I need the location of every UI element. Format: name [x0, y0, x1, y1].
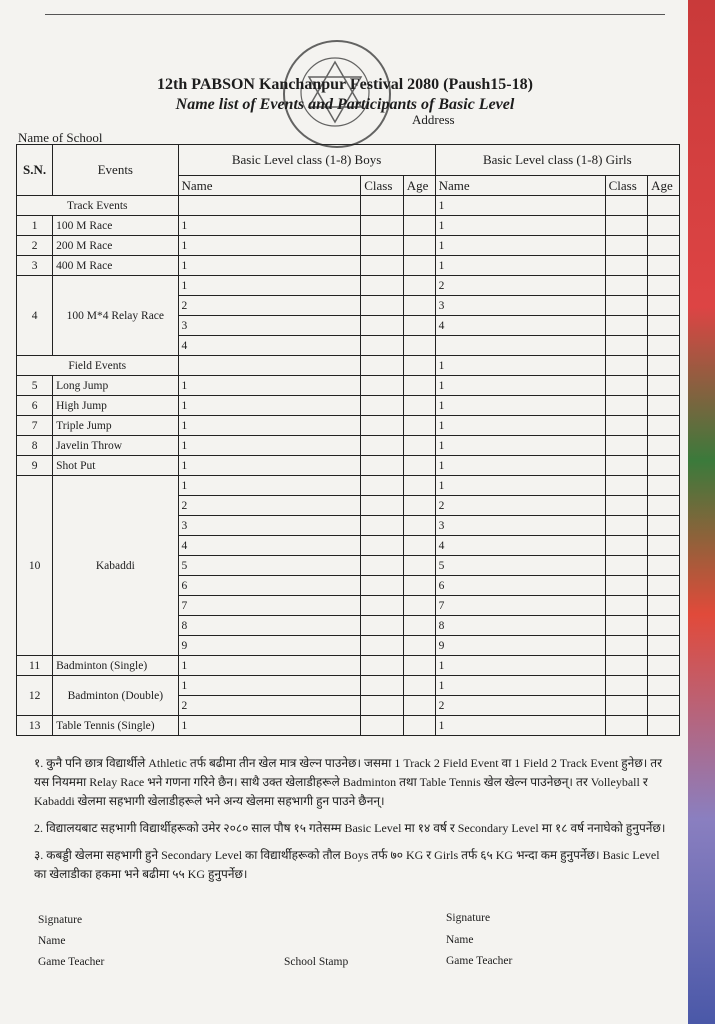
class-cell — [605, 196, 648, 216]
boys-name-cell: 1 — [178, 236, 361, 256]
boys-age-cell — [403, 236, 435, 256]
girls-class-cell — [605, 216, 648, 236]
event-number: 8 — [17, 436, 53, 456]
girls-age-cell — [648, 716, 680, 736]
signature-left: Signature — [38, 914, 83, 926]
girls-age-cell — [648, 456, 680, 476]
girls-class-cell — [605, 696, 648, 716]
girls-class-cell — [605, 656, 648, 676]
girls-age-cell — [648, 256, 680, 276]
girls-name-cell: 1 — [435, 196, 605, 216]
background-edge — [688, 0, 715, 1024]
table-row — [17, 256, 680, 276]
girls-name-cell: 3 — [435, 516, 605, 536]
girls-age-cell — [648, 316, 680, 336]
pabson-seal-stamp — [283, 40, 391, 148]
boys-class-cell — [361, 616, 404, 636]
event-number: 9 — [17, 456, 53, 476]
girls-age-cell — [648, 416, 680, 436]
boys-age-cell — [403, 316, 435, 336]
boys-name-cell: 2 — [178, 496, 361, 516]
participants-table — [16, 144, 680, 736]
table-row — [17, 276, 680, 296]
girls-age-cell — [648, 496, 680, 516]
girls-name-cell: 1 — [435, 716, 605, 736]
boys-age-cell — [403, 716, 435, 736]
girls-age-cell — [648, 636, 680, 656]
boys-class-cell — [361, 636, 404, 656]
class-cell — [605, 356, 648, 376]
event-number: 12 — [17, 676, 53, 716]
game-teacher-left: Game Teacher — [38, 956, 105, 968]
table-row — [17, 676, 680, 696]
girls-class-cell — [605, 416, 648, 436]
table-row — [17, 216, 680, 236]
event-name: Kabaddi — [53, 476, 178, 656]
table-row — [17, 476, 680, 496]
event-name: Badminton (Double) — [53, 676, 178, 716]
name-cell — [178, 196, 361, 216]
track-events-body — [17, 196, 680, 356]
table-row — [17, 236, 680, 256]
event-number: 13 — [17, 716, 53, 736]
signature-right: Signature — [446, 912, 491, 924]
event-number: 3 — [17, 256, 53, 276]
name-cell — [178, 356, 361, 376]
boys-age-cell — [403, 516, 435, 536]
boys-class-header: Class — [361, 176, 404, 196]
event-number: 1 — [17, 216, 53, 236]
boys-age-cell — [403, 496, 435, 516]
event-name: Long Jump — [53, 376, 178, 396]
boys-name-cell: 1 — [178, 216, 361, 236]
girls-name-cell: 1 — [435, 236, 605, 256]
boys-class-cell — [361, 436, 404, 456]
girls-class-cell — [605, 316, 648, 336]
girls-class-header: Class — [605, 176, 648, 196]
event-name: Javelin Throw — [53, 436, 178, 456]
boys-class-cell — [361, 536, 404, 556]
girls-name-cell: 2 — [435, 496, 605, 516]
girls-name-cell — [435, 336, 605, 356]
boys-class-cell — [361, 496, 404, 516]
note-1: १. कुनै पनि छात्र विद्यार्थीले Athletic तर्फ बढीमा तीन खेल मात्र खेल्न पाउनेछ। जसमा 1 Track 2 Field Event वा 1 Field 2 Track Event हुनेछ। तर यस नियममा Relay Race भने गणना गरिने छैन। साथै उक्त खेलाडीहरूले Badminton तथा Table Tennis खेल खेल्न पाउनेछन्। तर Volleyball र Kabaddi खेलमा सहभागी खेलाडीहरूले भने अन्य खेलमा सहभागी हुन पाउने छैनन्। — [34, 756, 663, 808]
boys-age-cell — [403, 456, 435, 476]
table-row — [17, 716, 680, 736]
age-cell — [403, 356, 435, 376]
boys-class-cell — [361, 396, 404, 416]
boys-name-cell: 5 — [178, 556, 361, 576]
boys-age-cell — [403, 416, 435, 436]
boys-name-cell: 3 — [178, 316, 361, 336]
boys-class-cell — [361, 216, 404, 236]
girls-age-cell — [648, 436, 680, 456]
events-header: Events — [53, 145, 178, 196]
girls-class-cell — [605, 376, 648, 396]
girls-name-cell: 6 — [435, 576, 605, 596]
girls-age-cell — [648, 236, 680, 256]
girls-age-cell — [648, 376, 680, 396]
girls-name-cell: 1 — [435, 436, 605, 456]
girls-class-cell — [605, 496, 648, 516]
event-number: 10 — [17, 476, 53, 656]
girls-class-cell — [605, 716, 648, 736]
page-title: 12th PABSON Kanchanpur Festival 2080 (Paush15-18) — [157, 76, 533, 93]
boys-name-header: Name — [178, 176, 361, 196]
girls-name-cell: 1 — [435, 476, 605, 496]
girls-name-cell: 5 — [435, 556, 605, 576]
boys-name-cell: 1 — [178, 416, 361, 436]
page-subtitle: Name list of Events and Participants of Basic Level — [175, 96, 515, 113]
boys-name-cell: 1 — [178, 396, 361, 416]
boys-class-cell — [361, 656, 404, 676]
table-row — [17, 456, 680, 476]
boys-age-cell — [403, 656, 435, 676]
girls-name-cell: 1 — [435, 216, 605, 236]
name-right: Name — [446, 934, 474, 946]
table-row — [17, 656, 680, 676]
girls-age-cell — [648, 276, 680, 296]
girls-age-cell — [648, 616, 680, 636]
girls-name-cell: 1 — [435, 656, 605, 676]
girls-name-header: Name — [435, 176, 605, 196]
girls-age-cell — [648, 596, 680, 616]
girls-name-cell: 3 — [435, 296, 605, 316]
boys-age-cell — [403, 536, 435, 556]
event-name: Shot Put — [53, 456, 178, 476]
school-name-label: Name of School — [18, 130, 103, 145]
boys-age-cell — [403, 436, 435, 456]
boys-class-cell — [361, 256, 404, 276]
boys-age-cell — [403, 476, 435, 496]
school-stamp-label: School Stamp — [284, 956, 349, 968]
girls-name-cell: 1 — [435, 456, 605, 476]
note-3: ३. कबड्डी खेलमा सहभागी हुने Secondary Level का विद्यार्थीहरूको तौल Boys तर्फ ७० KG र Girls तर्फ ६५ KG भन्दा कम हुनुपर्नेछ। Basic Level का खेलाडीका हकमा भने बढीमा ५५ KG हुनुपर्नेछ। — [34, 848, 660, 881]
boys-name-cell: 2 — [178, 296, 361, 316]
girls-age-cell — [648, 536, 680, 556]
boys-age-header: Age — [403, 176, 435, 196]
table-row — [17, 376, 680, 396]
girls-class-cell — [605, 596, 648, 616]
girls-class-cell — [605, 276, 648, 296]
boys-name-cell: 3 — [178, 516, 361, 536]
girls-class-cell — [605, 616, 648, 636]
girls-name-cell: 1 — [435, 676, 605, 696]
girls-name-cell: 4 — [435, 316, 605, 336]
event-name: 100 M Race — [53, 216, 178, 236]
boys-name-cell: 1 — [178, 376, 361, 396]
event-number: 4 — [17, 276, 53, 356]
boys-name-cell: 4 — [178, 336, 361, 356]
event-number: 7 — [17, 416, 53, 436]
girls-age-cell — [648, 336, 680, 356]
boys-age-cell — [403, 676, 435, 696]
age-cell — [648, 196, 680, 216]
boys-name-cell: 1 — [178, 256, 361, 276]
boys-class-cell — [361, 296, 404, 316]
boys-class-cell — [361, 376, 404, 396]
girls-class-cell — [605, 456, 648, 476]
boys-class-cell — [361, 556, 404, 576]
event-name: 200 M Race — [53, 236, 178, 256]
boys-age-cell — [403, 636, 435, 656]
boys-class-cell — [361, 676, 404, 696]
boys-age-cell — [403, 276, 435, 296]
girls-age-cell — [648, 576, 680, 596]
track-events-section: Track Events — [17, 196, 179, 216]
boys-name-cell: 1 — [178, 456, 361, 476]
sn-header: S.N. — [17, 145, 53, 196]
girls-name-cell: 1 — [435, 396, 605, 416]
event-number: 11 — [17, 656, 53, 676]
boys-class-cell — [361, 716, 404, 736]
top-rule — [45, 14, 665, 15]
class-cell — [361, 356, 404, 376]
girls-name-cell: 1 — [435, 356, 605, 376]
girls-name-cell: 8 — [435, 616, 605, 636]
boys-class-cell — [361, 456, 404, 476]
boys-name-cell: 1 — [178, 716, 361, 736]
boys-name-cell: 6 — [178, 576, 361, 596]
girls-age-cell — [648, 676, 680, 696]
girls-name-cell: 7 — [435, 596, 605, 616]
girls-age-cell — [648, 296, 680, 316]
boys-name-cell: 9 — [178, 636, 361, 656]
boys-class-cell — [361, 416, 404, 436]
girls-class-cell — [605, 296, 648, 316]
girls-class-cell — [605, 576, 648, 596]
boys-name-cell: 1 — [178, 656, 361, 676]
table-row — [17, 416, 680, 436]
note-2: 2. विद्यालयबाट सहभागी विद्यार्थीहरूको उमेर २०८० साल पौष १५ गतेसम्म Basic Level मा १४ वर्ष र Secondary Level मा १८ वर्ष ननाघेको हुनुपर्नेछ। — [34, 821, 666, 835]
girls-name-cell: 1 — [435, 376, 605, 396]
age-cell — [648, 356, 680, 376]
girls-class-cell — [605, 436, 648, 456]
boys-class-cell — [361, 476, 404, 496]
boys-class-cell — [361, 236, 404, 256]
girls-class-cell — [605, 256, 648, 276]
girls-name-cell: 4 — [435, 536, 605, 556]
boys-name-cell: 8 — [178, 616, 361, 636]
boys-age-cell — [403, 696, 435, 716]
rules-notes — [34, 754, 674, 892]
event-number: 6 — [17, 396, 53, 416]
boys-age-cell — [403, 396, 435, 416]
girls-class-cell — [605, 556, 648, 576]
girls-age-cell — [648, 396, 680, 416]
game-teacher-right: Game Teacher — [446, 955, 513, 967]
girls-class-cell — [605, 536, 648, 556]
girls-name-cell: 1 — [435, 416, 605, 436]
event-name: 100 M*4 Relay Race — [53, 276, 178, 356]
boys-name-cell: 2 — [178, 696, 361, 716]
boys-name-cell: 1 — [178, 436, 361, 456]
boys-header: Basic Level class (1-8) Boys — [178, 145, 435, 176]
girls-class-cell — [605, 476, 648, 496]
boys-class-cell — [361, 516, 404, 536]
class-cell — [361, 196, 404, 216]
boys-name-cell: 1 — [178, 276, 361, 296]
boys-age-cell — [403, 256, 435, 276]
boys-age-cell — [403, 336, 435, 356]
event-name: Table Tennis (Single) — [53, 716, 178, 736]
girls-class-cell — [605, 636, 648, 656]
boys-class-cell — [361, 336, 404, 356]
girls-class-cell — [605, 236, 648, 256]
boys-class-cell — [361, 316, 404, 336]
boys-age-cell — [403, 576, 435, 596]
boys-name-cell: 1 — [178, 676, 361, 696]
girls-class-cell — [605, 336, 648, 356]
event-name: High Jump — [53, 396, 178, 416]
boys-age-cell — [403, 616, 435, 636]
boys-age-cell — [403, 596, 435, 616]
girls-class-cell — [605, 676, 648, 696]
field-events-section: Field Events — [17, 356, 179, 376]
girls-name-cell: 9 — [435, 636, 605, 656]
girls-age-cell — [648, 696, 680, 716]
boys-class-cell — [361, 696, 404, 716]
girls-name-cell: 2 — [435, 276, 605, 296]
event-number: 5 — [17, 376, 53, 396]
address-label: Address — [412, 112, 455, 127]
boys-age-cell — [403, 376, 435, 396]
table-row — [17, 396, 680, 416]
boys-class-cell — [361, 576, 404, 596]
boys-class-cell — [361, 596, 404, 616]
field-events-body — [17, 356, 680, 736]
girls-age-cell — [648, 476, 680, 496]
girls-name-cell: 2 — [435, 696, 605, 716]
girls-age-cell — [648, 516, 680, 536]
boys-name-cell: 4 — [178, 536, 361, 556]
age-cell — [403, 196, 435, 216]
table-row — [17, 436, 680, 456]
girls-class-cell — [605, 396, 648, 416]
girls-age-cell — [648, 216, 680, 236]
boys-age-cell — [403, 296, 435, 316]
boys-name-cell: 1 — [178, 476, 361, 496]
boys-age-cell — [403, 556, 435, 576]
boys-age-cell — [403, 216, 435, 236]
girls-name-cell: 1 — [435, 256, 605, 276]
name-left: Name — [38, 935, 66, 947]
girls-age-cell — [648, 656, 680, 676]
girls-header: Basic Level class (1-8) Girls — [435, 145, 679, 176]
event-number: 2 — [17, 236, 53, 256]
event-name: 400 M Race — [53, 256, 178, 276]
boys-name-cell: 7 — [178, 596, 361, 616]
girls-class-cell — [605, 516, 648, 536]
girls-age-header: Age — [648, 176, 680, 196]
girls-age-cell — [648, 556, 680, 576]
event-name: Triple Jump — [53, 416, 178, 436]
boys-class-cell — [361, 276, 404, 296]
event-name: Badminton (Single) — [53, 656, 178, 676]
